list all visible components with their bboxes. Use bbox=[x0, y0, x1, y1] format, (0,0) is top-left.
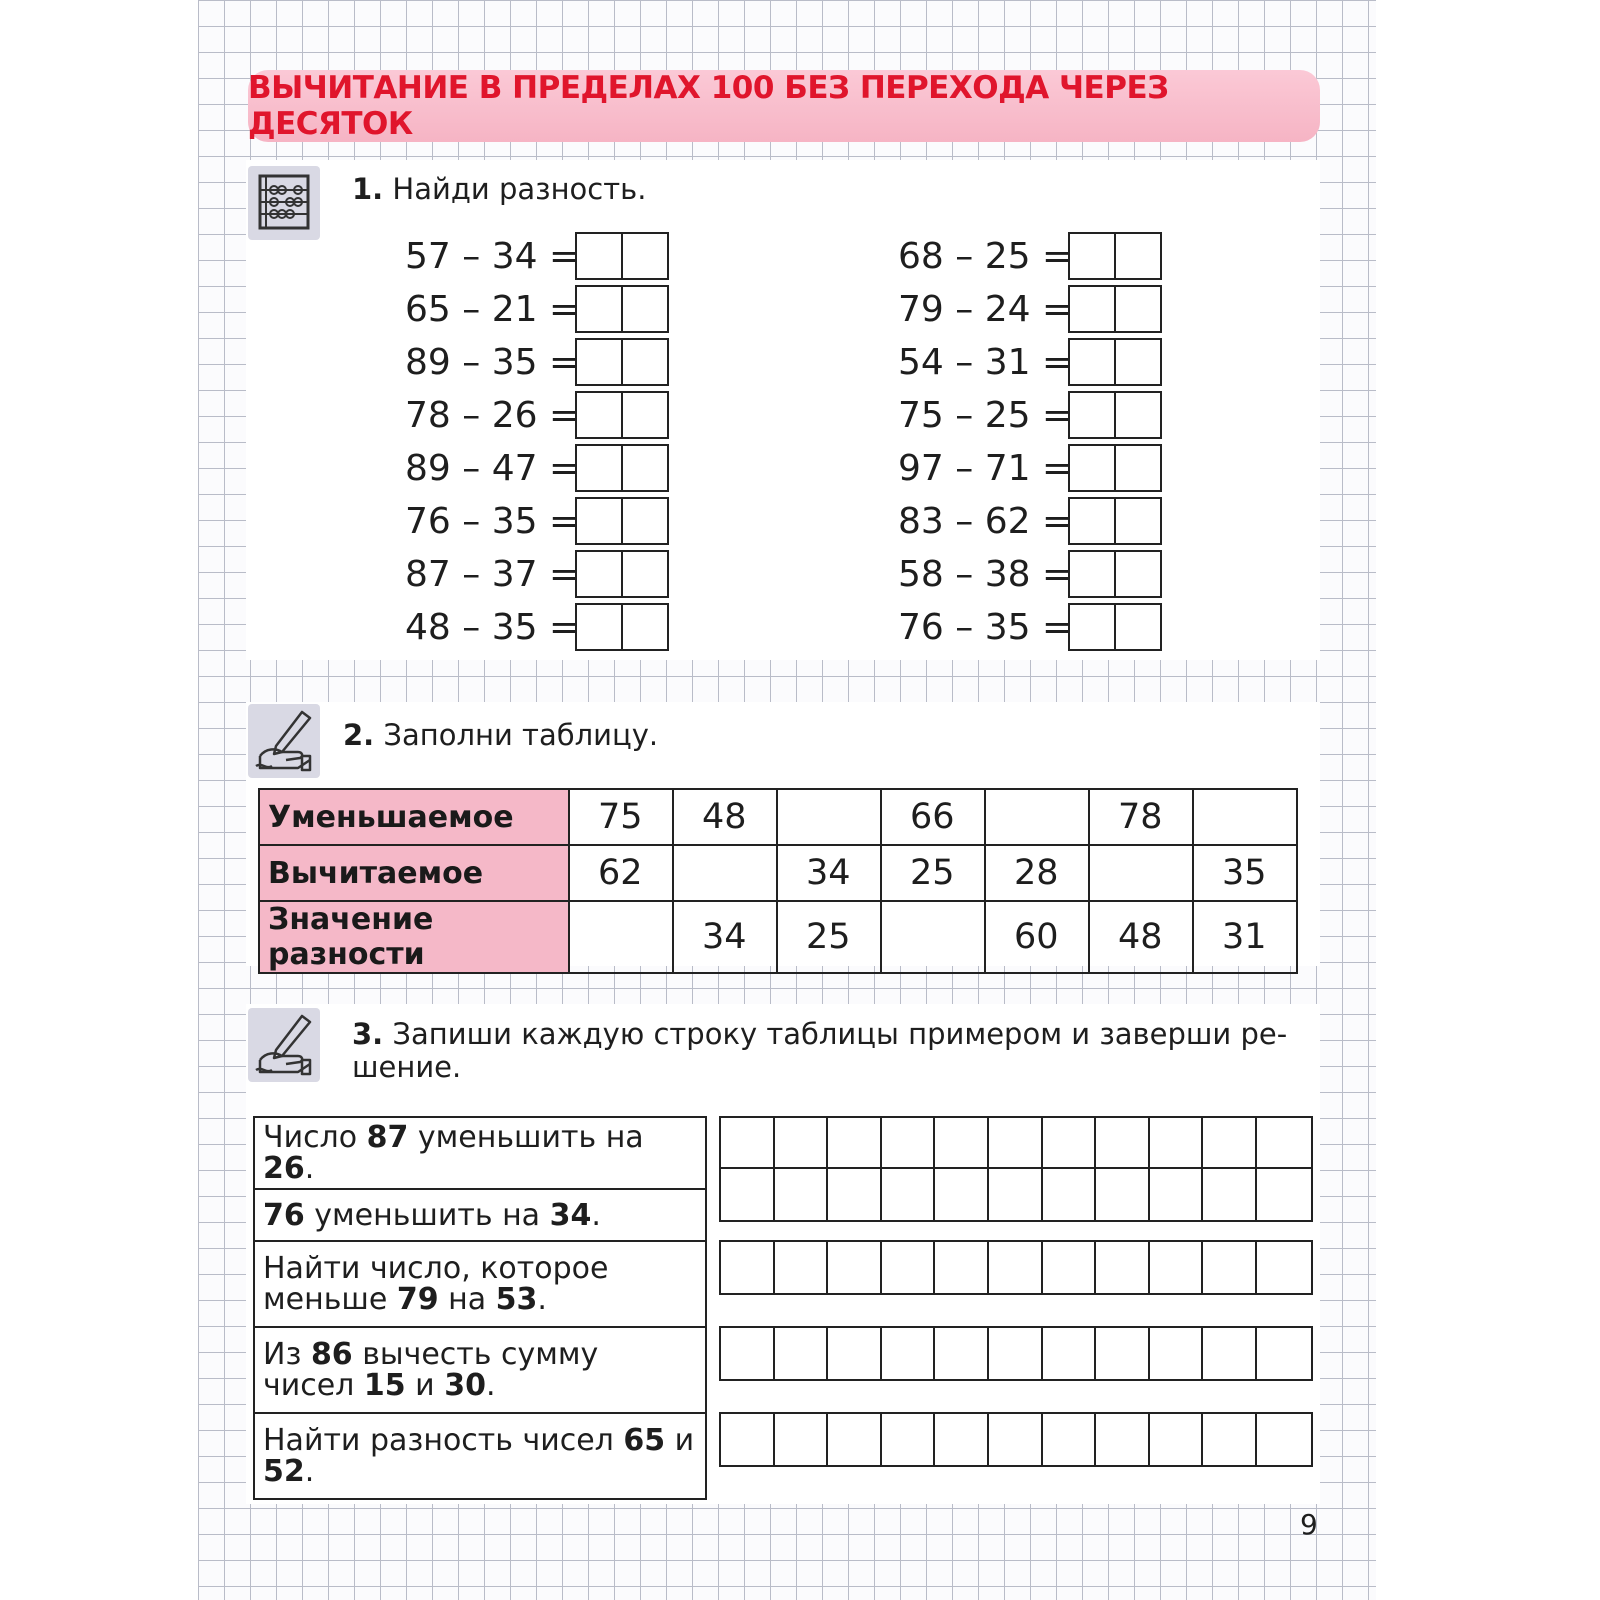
digit-cell[interactable] bbox=[1114, 340, 1160, 384]
equation-row bbox=[405, 338, 669, 386]
grid-cell[interactable] bbox=[882, 1169, 936, 1220]
task1-title: 1. Найди разность. bbox=[352, 172, 647, 206]
grid-cell[interactable] bbox=[882, 1242, 936, 1293]
statement-text: уменьшить на bbox=[304, 1197, 550, 1233]
task-statement bbox=[254, 1413, 706, 1499]
digit-cell[interactable] bbox=[621, 287, 667, 331]
grid-cell[interactable] bbox=[1043, 1169, 1097, 1220]
equation-expression: 57 – 34 = bbox=[405, 235, 580, 277]
row-header: Значение разности bbox=[259, 901, 569, 973]
digit-cell[interactable] bbox=[1114, 605, 1160, 649]
grid-cell[interactable] bbox=[1203, 1328, 1257, 1379]
grid-cell[interactable] bbox=[935, 1414, 989, 1465]
grid-cell[interactable] bbox=[935, 1328, 989, 1379]
bold-number: 65 bbox=[623, 1423, 666, 1458]
equation-expression: 89 – 47 = bbox=[405, 447, 580, 489]
page-number: 9 bbox=[1300, 1508, 1318, 1541]
answer-box[interactable] bbox=[1068, 603, 1162, 651]
grid-cell[interactable] bbox=[1043, 1242, 1097, 1293]
statement-text: Число bbox=[263, 1120, 367, 1155]
digit-cell[interactable] bbox=[621, 340, 667, 384]
equation-row bbox=[898, 285, 1162, 333]
table-row bbox=[259, 789, 1297, 845]
grid-cell[interactable] bbox=[882, 1328, 936, 1379]
statement-text: . bbox=[485, 1368, 496, 1403]
equation-expression: 68 – 25 = bbox=[898, 235, 1073, 277]
grid-cell[interactable] bbox=[989, 1414, 1043, 1465]
digit-cell[interactable] bbox=[1114, 287, 1160, 331]
equation-row bbox=[405, 391, 669, 439]
table-row bbox=[259, 845, 1297, 901]
digit-cell[interactable] bbox=[1070, 499, 1114, 543]
grid-cell[interactable] bbox=[1096, 1169, 1150, 1220]
task-statement bbox=[254, 1189, 706, 1241]
digit-cell[interactable] bbox=[1070, 287, 1114, 331]
equation-row bbox=[405, 603, 669, 651]
digit-cell[interactable] bbox=[1070, 340, 1114, 384]
table-cell: 25 bbox=[777, 901, 881, 973]
equation-row bbox=[405, 285, 669, 333]
abacus-icon bbox=[248, 166, 320, 240]
answer-box[interactable] bbox=[575, 497, 669, 545]
grid-cell[interactable] bbox=[882, 1118, 936, 1169]
statement-text: Найти разность чисел bbox=[263, 1423, 624, 1458]
grid-cell[interactable] bbox=[882, 1414, 936, 1465]
answer-box[interactable] bbox=[575, 391, 669, 439]
grid-cell[interactable] bbox=[775, 1328, 829, 1379]
grid-cell[interactable] bbox=[1096, 1242, 1150, 1293]
bold-number: 30 bbox=[444, 1368, 486, 1403]
answer-box[interactable] bbox=[575, 285, 669, 333]
bold-number: 34 bbox=[549, 1197, 592, 1233]
statement-text: . bbox=[304, 1151, 315, 1186]
grid-cell[interactable] bbox=[1043, 1118, 1097, 1169]
grid-cell[interactable] bbox=[935, 1242, 989, 1293]
grid-cell[interactable] bbox=[1150, 1414, 1204, 1465]
bold-number: 53 bbox=[495, 1282, 538, 1317]
answer-box[interactable] bbox=[1068, 550, 1162, 598]
table-cell: 28 bbox=[985, 845, 1089, 901]
writing-hand-icon bbox=[248, 1008, 320, 1082]
row-header: Вычитаемое bbox=[259, 845, 569, 901]
table-cell: 66 bbox=[881, 789, 985, 845]
answer-box[interactable] bbox=[1068, 285, 1162, 333]
equation-row bbox=[898, 497, 1162, 545]
grid-cell[interactable] bbox=[989, 1242, 1043, 1293]
equation-row bbox=[898, 550, 1162, 598]
grid-cell[interactable] bbox=[828, 1169, 882, 1220]
answer-grid-3[interactable] bbox=[719, 1240, 1313, 1295]
answer-box[interactable] bbox=[575, 338, 669, 386]
digit-cell[interactable] bbox=[577, 605, 621, 649]
table-cell: 60 bbox=[985, 901, 1089, 973]
table-cell: 34 bbox=[777, 845, 881, 901]
table-cell[interactable] bbox=[1193, 789, 1297, 845]
grid-cell[interactable] bbox=[828, 1414, 882, 1465]
digit-cell[interactable] bbox=[1114, 393, 1160, 437]
grid-cell[interactable] bbox=[989, 1328, 1043, 1379]
digit-cell[interactable] bbox=[1070, 446, 1114, 490]
grid-cell[interactable] bbox=[775, 1242, 829, 1293]
digit-cell[interactable] bbox=[1114, 446, 1160, 490]
statement-text: . bbox=[304, 1454, 315, 1489]
grid-cell[interactable] bbox=[1150, 1242, 1204, 1293]
digit-cell[interactable] bbox=[1070, 605, 1114, 649]
table-row bbox=[254, 1241, 706, 1327]
digit-cell[interactable] bbox=[621, 446, 667, 490]
task-statement bbox=[254, 1327, 706, 1413]
statement-text: . bbox=[591, 1197, 601, 1233]
grid-cell[interactable] bbox=[721, 1118, 775, 1169]
grid-cell[interactable] bbox=[775, 1169, 829, 1220]
grid-cell[interactable] bbox=[1203, 1414, 1257, 1465]
bold-number: 79 bbox=[396, 1282, 439, 1317]
grid-cell[interactable] bbox=[828, 1118, 882, 1169]
grid-cell[interactable] bbox=[989, 1118, 1043, 1169]
statement-text: вычесть сумму чисел bbox=[263, 1337, 599, 1403]
grid-cell[interactable] bbox=[1043, 1328, 1097, 1379]
grid-cell[interactable] bbox=[1150, 1328, 1204, 1379]
table-cell: 48 bbox=[673, 789, 777, 845]
task-statement bbox=[254, 1241, 706, 1327]
equation-expression: 97 – 71 = bbox=[898, 447, 1073, 489]
equation-expression: 83 – 62 = bbox=[898, 500, 1073, 542]
equation-expression: 54 – 31 = bbox=[898, 341, 1073, 383]
grid-cell[interactable] bbox=[1257, 1414, 1311, 1465]
equation-expression: 76 – 35 = bbox=[898, 606, 1073, 648]
page-title: ВЫЧИТАНИЕ В ПРЕДЕЛАХ 100 БЕЗ ПЕРЕХОДА ЧЕРЕЗ ДЕСЯТОК bbox=[248, 70, 1320, 142]
grid-cell[interactable] bbox=[721, 1328, 775, 1379]
grid-cell[interactable] bbox=[989, 1169, 1043, 1220]
statement-text: и bbox=[665, 1423, 695, 1458]
answer-box[interactable] bbox=[575, 444, 669, 492]
table-cell: 34 bbox=[673, 901, 777, 973]
bold-number: 52 bbox=[263, 1454, 305, 1489]
table-cell[interactable] bbox=[777, 789, 881, 845]
grid-cell[interactable] bbox=[828, 1242, 882, 1293]
answer-box[interactable] bbox=[1068, 391, 1162, 439]
fill-table bbox=[258, 788, 1298, 974]
equation-expression: 48 – 35 = bbox=[405, 606, 580, 648]
statement-text: . bbox=[537, 1282, 547, 1317]
digit-cell[interactable] bbox=[621, 552, 667, 596]
equation-row bbox=[898, 391, 1162, 439]
bold-number: 26 bbox=[263, 1151, 305, 1186]
grid-cell[interactable] bbox=[1203, 1242, 1257, 1293]
grid-cell[interactable] bbox=[1043, 1414, 1097, 1465]
equation-row bbox=[898, 232, 1162, 280]
answer-grid-4[interactable] bbox=[719, 1326, 1313, 1381]
equation-row bbox=[898, 338, 1162, 386]
grid-cell[interactable] bbox=[1096, 1414, 1150, 1465]
grid-cell[interactable] bbox=[775, 1118, 829, 1169]
answer-grid-5[interactable] bbox=[719, 1412, 1313, 1467]
table-cell[interactable] bbox=[1089, 845, 1193, 901]
grid-cell[interactable] bbox=[1257, 1242, 1311, 1293]
table-cell: 31 bbox=[1193, 901, 1297, 973]
table-cell: 25 bbox=[881, 845, 985, 901]
digit-cell[interactable] bbox=[621, 234, 667, 278]
table-cell: 75 bbox=[569, 789, 673, 845]
bold-number: 15 bbox=[363, 1368, 406, 1403]
equation-row bbox=[898, 444, 1162, 492]
equation-row bbox=[405, 550, 669, 598]
bold-number: 87 bbox=[366, 1120, 409, 1155]
answer-grid-1-2[interactable] bbox=[719, 1116, 1313, 1222]
answer-box[interactable] bbox=[1068, 497, 1162, 545]
equation-expression: 76 – 35 = bbox=[405, 500, 580, 542]
table-cell: 62 bbox=[569, 845, 673, 901]
digit-cell[interactable] bbox=[577, 340, 621, 384]
task3-statements bbox=[253, 1116, 707, 1500]
grid-cell[interactable] bbox=[1203, 1169, 1257, 1220]
equation-expression: 58 – 38 = bbox=[898, 553, 1073, 595]
task3-title: 3. Запиши каждую строку таблицы примером и заверши ре- шение. bbox=[352, 1017, 1288, 1084]
table-row bbox=[254, 1413, 706, 1499]
digit-cell[interactable] bbox=[1070, 552, 1114, 596]
equation-row bbox=[405, 232, 669, 280]
grid-cell[interactable] bbox=[1257, 1328, 1311, 1379]
grid-cell[interactable] bbox=[1096, 1118, 1150, 1169]
table-cell: 35 bbox=[1193, 845, 1297, 901]
table-row bbox=[254, 1189, 706, 1241]
answer-box[interactable] bbox=[1068, 444, 1162, 492]
equation-row bbox=[405, 497, 669, 545]
bold-number: 86 bbox=[310, 1337, 353, 1372]
grid-cell[interactable] bbox=[721, 1242, 775, 1293]
statement-text: Из bbox=[263, 1337, 311, 1372]
grid-cell[interactable] bbox=[721, 1414, 775, 1465]
grid-cell[interactable] bbox=[721, 1169, 775, 1220]
grid-cell[interactable] bbox=[935, 1169, 989, 1220]
table-cell: 48 bbox=[1089, 901, 1193, 973]
statement-text: на bbox=[438, 1282, 496, 1317]
equation-expression: 65 – 21 = bbox=[405, 288, 580, 330]
bold-number: 76 bbox=[263, 1197, 305, 1233]
digit-cell[interactable] bbox=[621, 605, 667, 649]
table-cell[interactable] bbox=[985, 789, 1089, 845]
digit-cell[interactable] bbox=[577, 393, 621, 437]
writing-hand-icon bbox=[248, 704, 320, 778]
digit-cell[interactable] bbox=[577, 446, 621, 490]
table-row bbox=[254, 1327, 706, 1413]
answer-box[interactable] bbox=[575, 232, 669, 280]
digit-cell[interactable] bbox=[1070, 393, 1114, 437]
digit-cell[interactable] bbox=[1070, 234, 1114, 278]
task-statement bbox=[254, 1117, 706, 1189]
grid-cell[interactable] bbox=[828, 1328, 882, 1379]
digit-cell[interactable] bbox=[577, 287, 621, 331]
digit-cell[interactable] bbox=[1114, 552, 1160, 596]
table-row bbox=[254, 1117, 706, 1189]
grid-cell[interactable] bbox=[1203, 1118, 1257, 1169]
equation-row bbox=[898, 603, 1162, 651]
table-cell[interactable] bbox=[881, 901, 985, 973]
digit-cell[interactable] bbox=[577, 234, 621, 278]
table-row bbox=[259, 901, 1297, 973]
grid-cell[interactable] bbox=[1150, 1169, 1204, 1220]
statement-text: и bbox=[405, 1368, 445, 1403]
grid-cell[interactable] bbox=[1257, 1118, 1311, 1169]
grid-cell[interactable] bbox=[1150, 1118, 1204, 1169]
digit-cell[interactable] bbox=[621, 499, 667, 543]
digit-cell[interactable] bbox=[1114, 234, 1160, 278]
table-cell: 78 bbox=[1089, 789, 1193, 845]
grid-cell[interactable] bbox=[1096, 1328, 1150, 1379]
answer-box[interactable] bbox=[575, 603, 669, 651]
equation-expression: 87 – 37 = bbox=[405, 553, 580, 595]
table-cell[interactable] bbox=[569, 901, 673, 973]
digit-cell[interactable] bbox=[577, 552, 621, 596]
digit-cell[interactable] bbox=[577, 499, 621, 543]
grid-cell[interactable] bbox=[1257, 1169, 1311, 1220]
equation-expression: 75 – 25 = bbox=[898, 394, 1073, 436]
equation-expression: 79 – 24 = bbox=[898, 288, 1073, 330]
answer-box[interactable] bbox=[1068, 338, 1162, 386]
grid-cell[interactable] bbox=[775, 1414, 829, 1465]
answer-box[interactable] bbox=[575, 550, 669, 598]
equation-expression: 78 – 26 = bbox=[405, 394, 580, 436]
statement-text: уменьшить на bbox=[408, 1120, 644, 1155]
row-header: Уменьшаемое bbox=[259, 789, 569, 845]
table-cell[interactable] bbox=[673, 845, 777, 901]
equation-expression: 89 – 35 = bbox=[405, 341, 580, 383]
equation-row bbox=[405, 444, 669, 492]
statement-text: Найти число, которое меньше bbox=[263, 1251, 609, 1317]
grid-cell[interactable] bbox=[935, 1118, 989, 1169]
digit-cell[interactable] bbox=[1114, 499, 1160, 543]
answer-box[interactable] bbox=[1068, 232, 1162, 280]
digit-cell[interactable] bbox=[621, 393, 667, 437]
task2-title: 2. Заполни таблицу. bbox=[343, 718, 659, 752]
